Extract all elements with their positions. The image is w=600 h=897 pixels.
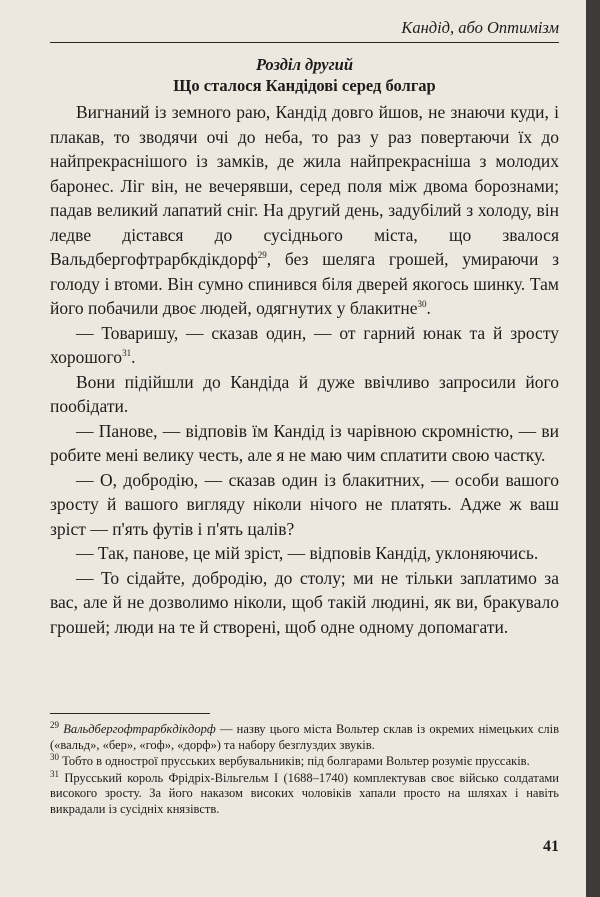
paragraph-text: — Товаришу, — сказав один, — от гарний юнак та й зросту хорошого — [50, 322, 559, 367]
footnote-ref: 31 — [122, 348, 132, 359]
footnote-number: 30 — [50, 751, 59, 762]
footnote-term: Вальдбергофтрарбкдікдорф — [63, 722, 216, 736]
chapter-title: Розділ другий — [255, 55, 354, 74]
paragraph-text: Вигнаний із земного раю, Кандід довго йшов, не знаючи куди, і плакав, то зводячи очі до неба, то раз у раз повертаючи їх до найпрекраснішого із замків, де жила найпрекрасніша з молодих баронес. Ліг він, не вечерявши, серед поля між двома борознами; падав великий лапатий сніг. На другий день, задубілий з холоду, він ледве дістався до сусіднього міста, що звалося Вальдбергофтрарбкдікдорф — [50, 102, 559, 269]
page-number: 41 — [543, 838, 559, 855]
footnote-ref: 30 — [417, 299, 427, 310]
footnote-rule — [50, 713, 210, 714]
footnote-number: 29 — [50, 719, 59, 730]
paragraph: — Панове, — відповів їм Кандід із чарівною скромністю, — ви робите мені велику честь, але я не маю чим сплатити свою частку. — [50, 420, 559, 465]
chapter-subtitle: Що сталося Кандідові серед болгар — [173, 76, 436, 95]
footnote — [50, 768, 559, 818]
running-head: Кандід, або Оптимізм — [401, 18, 559, 37]
footnote — [50, 719, 559, 753]
paragraph — [50, 321, 559, 370]
paragraph: — То сідайте, добродію, до столу; ми не тільки заплатимо за вас, але й не дозволимо ніколи, щоб такій людині, як ви, бракувало грошей; люди на те й створені, щоб одне одному допомагати. — [50, 567, 559, 637]
paragraph-text: . — [131, 347, 136, 367]
paragraph-text: , без шеляга грошей, умираючи з голоду і втоми. Він сумно спинився біля дверей якогось шинку. Там його побачили двоє людей, одягнутих у блакитне — [50, 249, 559, 318]
header-rule — [50, 42, 559, 43]
footnote-text: Тобто в однострої прусських вербувальників; під болгарами Вольтер розуміє пруссаків. — [62, 754, 530, 768]
footnote-number: 31 — [50, 768, 59, 779]
paragraph — [50, 100, 559, 321]
footnote-text: — назву цього міста Вольтер склав із окремих німецьких слів («вальд», «бер», «гоф», «дорф») та набору безглуздих звуків. — [50, 722, 559, 752]
footnotes — [50, 719, 559, 818]
paragraph: — О, добродію, — сказав один із блакитних, — особи вашого зросту й вашого вигляду ніколи нічого не платять. Адже ж ваш зріст — п'ять футів і п'ять цалів? — [50, 469, 559, 539]
footnote — [50, 751, 559, 770]
paragraph-text: . — [426, 298, 431, 318]
paragraph: — Так, панове, це мій зріст, — відповів Кандід, уклоняючись. — [76, 543, 539, 563]
paragraph: Вони підійшли до Кандіда й дуже ввічливо запросили його пообідати. — [50, 371, 559, 416]
main-text — [50, 100, 559, 639]
footnote-text: Прусський король Фрідріх-Вільгельм I (1688–1740) комплектував своє військо солдатами високого зросту. За його наказом високих чоловіків хапали просто на шляхах і навіть викрадали із сусідніх князівств. — [50, 770, 559, 816]
footnote-ref: 29 — [257, 250, 267, 261]
